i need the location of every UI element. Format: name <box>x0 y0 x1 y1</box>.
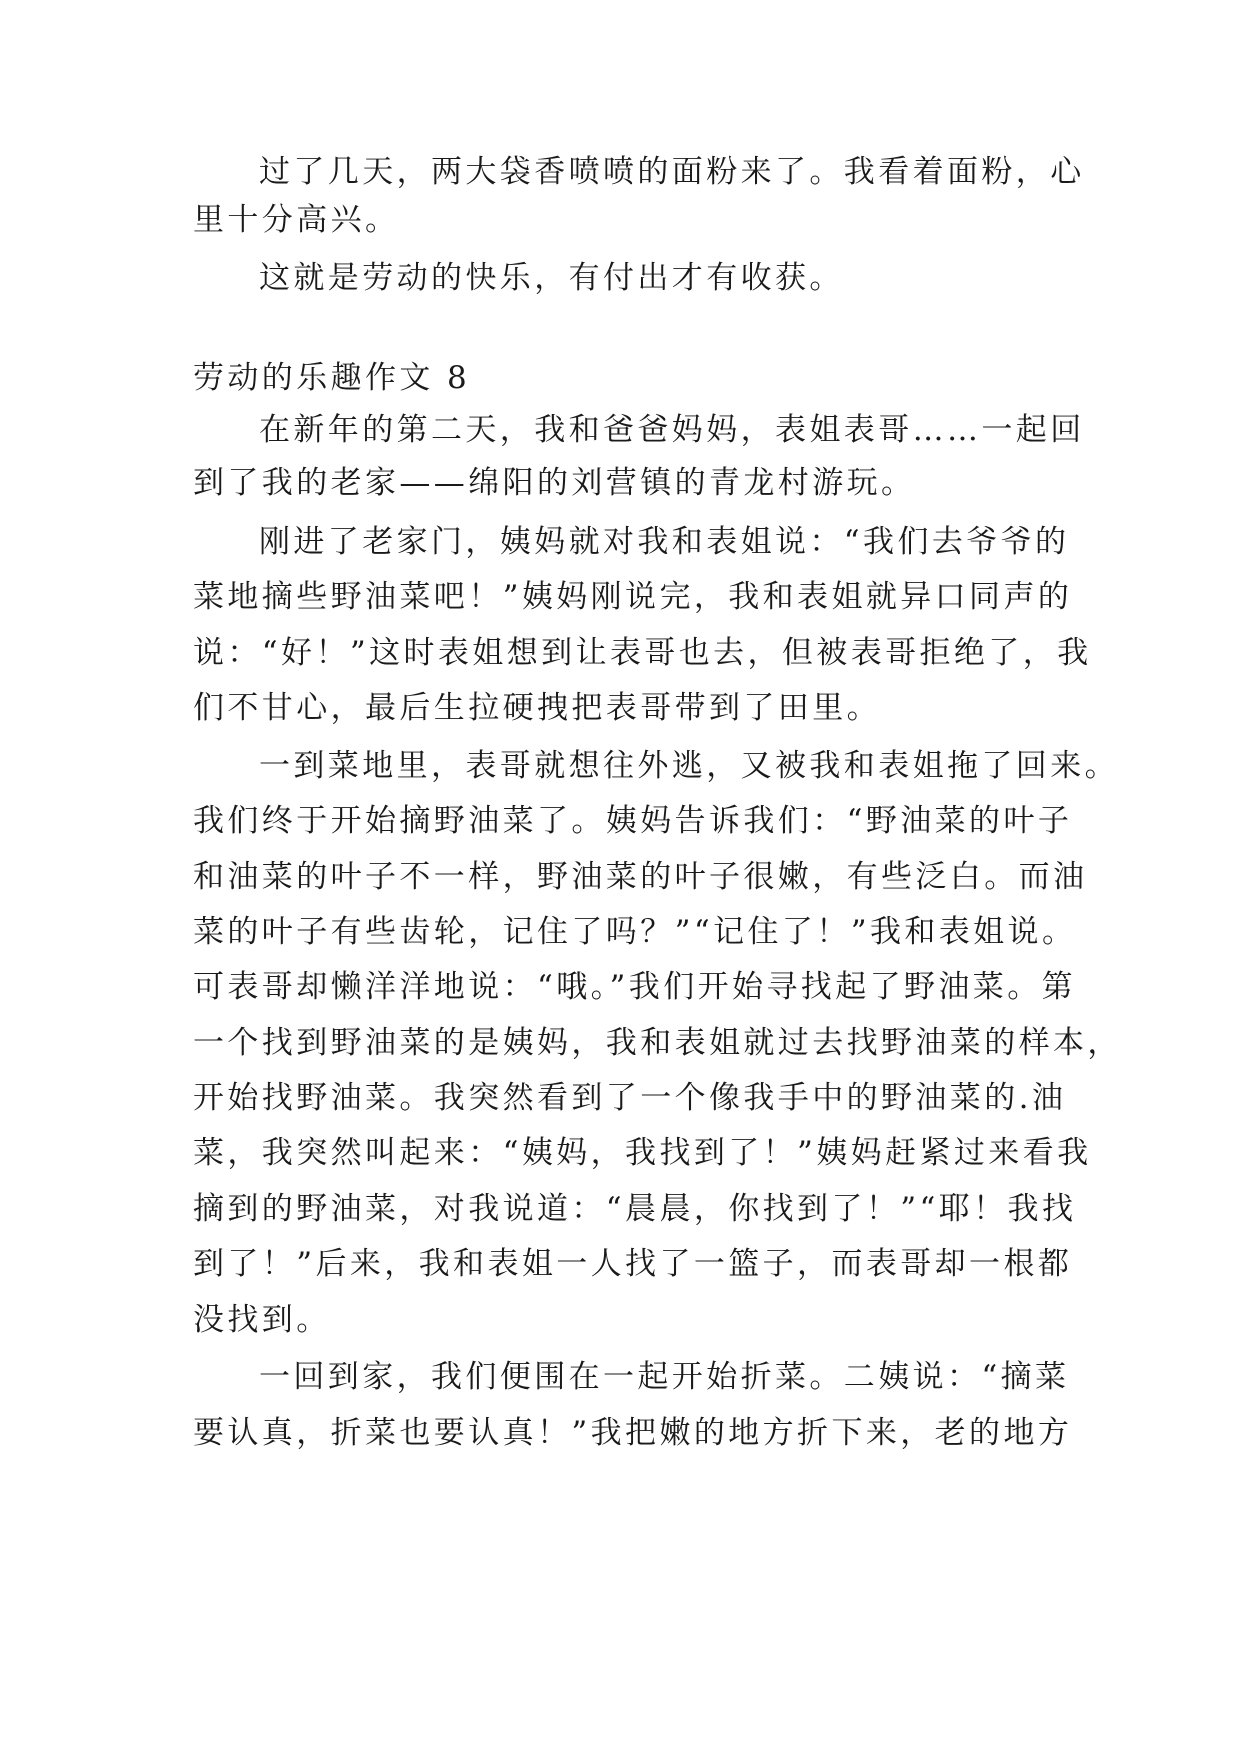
paragraph-line: 在新年的第二天，我和爸爸妈妈，表姐表哥……一起回 <box>259 412 1085 448</box>
paragraph-line: 菜，我突然叫起来：“姨妈，我找到了！”姨妈赶紧过来看我 <box>193 1135 1092 1171</box>
paragraph-line: 菜地摘些野油菜吧！”姨妈刚说完，我和表姐就异口同声的 <box>193 579 1073 615</box>
paragraph-line: 一回到家，我们便围在一起开始折菜。二姨说：“摘菜 <box>259 1359 1070 1395</box>
paragraph-line: 里十分高兴。 <box>193 202 400 238</box>
paragraph-line: 到了！”后来，我和表姐一人找了一篮子，而表哥却一根都 <box>193 1246 1073 1282</box>
paragraph-line: 没找到。 <box>193 1302 331 1338</box>
paragraph-line: 开始找野油菜。我突然看到了一个像我手中的野油菜的.油 <box>193 1080 1067 1116</box>
paragraph-line: 刚进了老家门，姨妈就对我和表姐说：“我们去爷爷的 <box>259 524 1070 560</box>
paragraph-line: 菜的叶子有些齿轮，记住了吗？”“记住了！”我和表姐说。 <box>193 914 1077 950</box>
paragraph-line: 一到菜地里，表哥就想往外逃，又被我和表姐拖了回来。 <box>259 748 1119 784</box>
paragraph-line: 说：“好！”这时表姐想到让表哥也去，但被表哥拒绝了，我 <box>193 635 1092 671</box>
paragraph-line: 和油菜的叶子不一样，野油菜的叶子很嫩，有些泛白。而油 <box>193 859 1088 895</box>
paragraph-line: 过了几天，两大袋香喷喷的面粉来了。我看着面粉，心 <box>259 154 1085 190</box>
paragraph-line: 这就是劳动的快乐，有付出才有收获。 <box>259 260 844 296</box>
paragraph-line: 到了我的老家——绵阳的刘营镇的青龙村游玩。 <box>193 465 916 501</box>
paragraph-line: 要认真，折菜也要认真！”我把嫩的地方折下来，老的地方 <box>193 1415 1073 1451</box>
paragraph-line: 可表哥却懒洋洋地说：“哦。”我们开始寻找起了野油菜。第 <box>193 969 1076 1005</box>
paragraph-line: 摘到的野油菜，对我说道：“晨晨，你找到了！”“耶！我找 <box>193 1191 1077 1227</box>
paragraph-line: 一个找到野油菜的是姨妈，我和表姐就过去找野油菜的样本， <box>193 1025 1122 1061</box>
paragraph-line: 我们终于开始摘野油菜了。姨妈告诉我们：“野油菜的叶子 <box>193 803 1073 839</box>
section-heading: 劳动的乐趣作文 8 <box>193 360 471 396</box>
paragraph-line: 们不甘心，最后生拉硬拽把表哥带到了田里。 <box>193 690 881 726</box>
